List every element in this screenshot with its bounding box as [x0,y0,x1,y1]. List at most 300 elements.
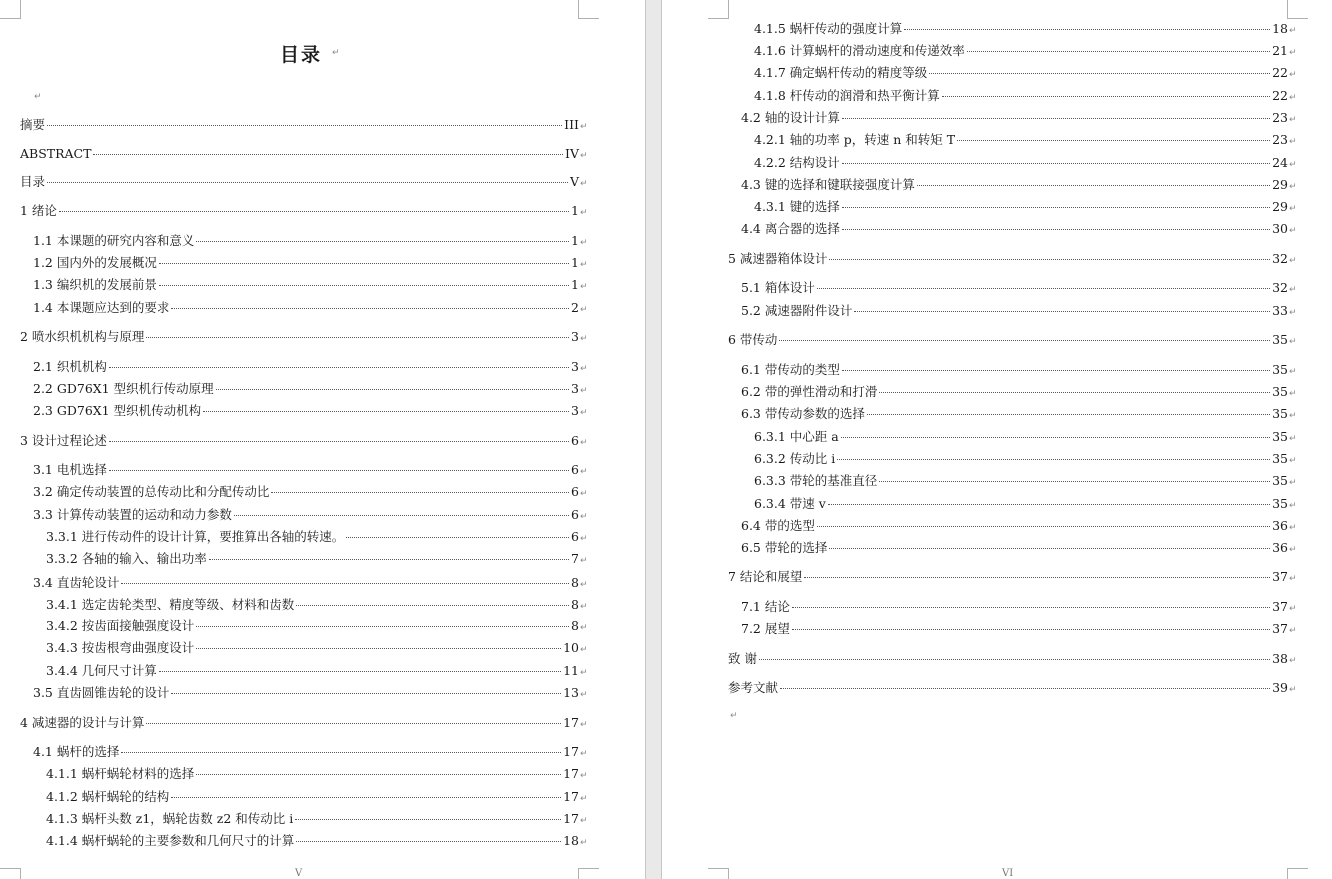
toc-entry-label: 1 绪论 [20,203,57,218]
dot-leader [196,625,569,627]
paragraph-mark: ↵ [1289,226,1297,236]
paragraph-mark: ↵ [580,467,588,477]
toc-entry-label: 6 带传动 [728,332,778,347]
paragraph-mark: ↵ [1289,26,1297,36]
toc-entry[interactable] [754,154,1299,172]
toc-entry-label: 4.1.2 蜗杆蜗轮的结构 [46,789,170,804]
paragraph-mark: ↵ [580,208,588,218]
paragraph-mark: ↵ [1289,308,1297,318]
toc-entry-label: 4.1.3 蜗杆头数 z1，蜗轮齿数 z2 和传动比 i [46,811,294,826]
toc-entry[interactable] [754,42,1299,60]
paragraph-mark: ↵ [1289,337,1297,347]
toc-entry[interactable] [754,428,1299,446]
dot-leader [904,28,1270,30]
toc-entry-page: 17 [563,811,579,826]
toc-entry-page: 10 [563,640,579,655]
paragraph-mark: ↵ [1289,574,1297,584]
toc-entry-page: 37 [1272,621,1288,636]
toc-entry-label: 3.4.1 选定齿轮类型、精度等级、材料和齿数 [46,597,295,612]
paragraph-mark: ↵ [580,645,588,655]
toc-entry-label: 6.1 带传动的类型 [741,362,840,377]
dot-leader [828,503,1270,505]
dot-leader [171,307,569,309]
dot-leader [121,582,569,584]
toc-entry-label: 6.3 带传动参数的选择 [741,406,865,421]
dot-leader [967,50,1270,52]
paragraph-mark: ↵ [580,623,588,633]
toc-entry-label: 7 结论和展望 [728,569,803,584]
toc-entry-label: 5 减速器箱体设计 [728,251,828,266]
dot-leader [209,558,569,560]
dot-leader [47,124,562,126]
dot-leader [837,458,1270,460]
toc-entry[interactable] [728,250,1299,268]
toc-entry-label: 4.1.6 计算蜗杆的滑动速度和传递效率 [754,43,965,58]
paragraph-mark: ↵ [1289,182,1297,192]
toc-entry-label: 4.1.7 确定蜗杆传动的精度等级 [754,65,928,80]
paragraph-mark: ↵ [580,151,588,161]
dot-leader [109,366,569,368]
dot-leader [196,647,561,649]
toc-entry-page: 17 [563,789,579,804]
dot-leader [957,139,1270,141]
toc-entry[interactable] [728,650,1299,668]
paragraph-mark: ↵ [1289,604,1297,614]
dot-leader [159,670,561,672]
toc-entry-page: III [564,117,579,132]
toc-entry-page: 22 [1272,88,1288,103]
paragraph-mark: ↵ [580,238,588,248]
toc-entry-page: 23 [1272,132,1288,147]
toc-entry-label: 4.2 轴的设计计算 [741,110,840,125]
toc-entry[interactable] [33,299,590,317]
toc-entry[interactable] [46,639,590,657]
paragraph-mark: ↵ [580,489,588,499]
toc-entry-page: 6 [571,433,579,448]
toc-entry-label: 4.3.1 键的选择 [754,199,840,214]
paragraph-mark: ↵ [580,816,588,826]
toc-entry-label: 4.1.4 蜗杆蜗轮的主要参数和几何尺寸的计算 [46,833,295,848]
toc-entry[interactable] [20,173,590,191]
toc-entry-page: 29 [1272,177,1288,192]
dot-leader [203,410,569,412]
dot-leader [296,840,561,842]
toc-entry-page: 11 [563,663,579,678]
paragraph-mark: ↵ [580,580,588,590]
toc-entry-label: 3.4.3 按齿根弯曲强度设计 [46,640,195,655]
toc-entry-label: 3.3.2 各轴的输入、输出功率 [46,551,207,566]
toc-entry-page: 17 [563,766,579,781]
paragraph-mark: ↵ [1289,256,1297,266]
toc-entry-page: 6 [571,529,579,544]
toc-entry-page: 2 [571,300,579,315]
toc-entry[interactable] [33,743,590,761]
paragraph-mark: ↵ [580,771,588,781]
toc-entry-label: 目录 [20,174,46,189]
paragraph-mark: ↵ [580,602,588,612]
dot-leader [842,162,1270,164]
toc-entry-label: 1.2 国内外的发展概况 [33,255,157,270]
toc-entry[interactable] [46,596,590,614]
paragraph-mark: ↵ [1289,93,1297,103]
toc-entry[interactable] [46,788,590,806]
toc-entry[interactable] [33,254,590,272]
paragraph-mark: ↵ [34,92,42,102]
dot-leader [93,153,563,155]
dot-leader [917,184,1270,186]
toc-entry-label: 4.3 键的选择和键联接强度计算 [741,177,915,192]
toc-entry-label: 摘要 [20,117,46,132]
paragraph-mark: ↵ [580,386,588,396]
dot-leader [47,181,568,183]
toc-entry[interactable] [46,765,590,783]
paragraph-mark: ↵ [580,720,588,730]
toc-entry-page: 7 [571,551,579,566]
toc-entry-page: 36 [1272,540,1288,555]
dot-leader [146,722,561,724]
toc-entry[interactable] [754,450,1299,468]
toc-entry-label: 6.3.2 传动比 i [754,451,836,466]
paragraph-mark: ↵ [1289,204,1297,214]
paragraph-mark: ↵ [580,749,588,759]
toc-entry-label: ABSTRACT [20,146,92,161]
toc-entry-label: 1.1 本课题的研究内容和意义 [33,233,195,248]
toc-entry-page: 3 [571,359,579,374]
toc-entry-label: 1.3 编织机的发展前景 [33,277,157,292]
toc-entry-page: 17 [563,744,579,759]
toc-entry-label: 7.2 展望 [741,621,790,636]
toc-entry-label: 7.1 结论 [741,599,790,614]
dot-leader [296,604,569,606]
paragraph-mark: ↵ [580,260,588,270]
paragraph-mark: ↵ [1289,70,1297,80]
toc-entry[interactable] [754,495,1299,513]
toc-entry[interactable] [33,402,590,420]
dot-leader [842,117,1270,119]
toc-entry-label: 2.2 GD76X1 型织机行传动原理 [33,381,214,396]
paragraph-mark: ↵ [580,408,588,418]
dot-leader [879,391,1270,393]
dot-leader [271,491,569,493]
toc-entry[interactable] [754,198,1299,216]
toc-entry[interactable] [33,684,590,702]
toc-entry[interactable] [33,483,590,501]
dot-leader [867,413,1270,415]
toc-entry[interactable] [728,568,1299,586]
toc-entry[interactable] [33,380,590,398]
dot-leader [842,369,1270,371]
dot-leader [804,576,1270,578]
toc-entry-label: 1.4 本课题应达到的要求 [33,300,170,315]
toc-entry-page: 35 [1272,362,1288,377]
toc-entry-page: 37 [1272,569,1288,584]
paragraph-mark: ↵ [730,711,738,721]
toc-entry-page: 6 [571,462,579,477]
toc-entry[interactable] [754,131,1299,149]
toc-entry-label: 2 喷水织机机构与原理 [20,329,145,344]
toc-entry[interactable] [20,202,590,220]
crop-mark [1287,0,1308,19]
paragraph-mark: ↵ [580,305,588,315]
paragraph-mark: ↵ [580,668,588,678]
toc-entry[interactable] [741,405,1299,423]
toc-entry-page: 8 [571,618,579,633]
toc-entry-label: 4.1.1 蜗杆蜗轮材料的选择 [46,766,195,781]
toc-entry-label: 4.2.1 轴的功率 p，转速 n 和转矩 T [754,132,956,147]
toc-entry[interactable] [33,574,590,592]
paragraph-mark: ↵ [1289,501,1297,511]
paragraph-mark: ↵ [1289,137,1297,147]
toc-entry-page: 6 [571,507,579,522]
paragraph-mark: ↵ [1289,285,1297,295]
dot-leader [109,469,569,471]
paragraph-mark: ↵ [1289,456,1297,466]
toc-entry[interactable] [46,528,590,546]
crop-mark [0,868,21,879]
toc-entry[interactable] [46,832,590,850]
toc-entry-label: 6.3.4 带速 v [754,496,826,511]
toc-entry[interactable] [728,331,1299,349]
toc-entry-page: 23 [1272,110,1288,125]
dot-leader [216,388,569,390]
toc-entry-page: 21 [1272,43,1288,58]
page-number: V [295,868,303,879]
toc-entry-page: 32 [1272,280,1288,295]
paragraph-mark: ↵ [1289,626,1297,636]
page-gap [645,0,662,879]
paragraph-mark: ↵ [580,438,588,448]
toc-entry-label: 4.1 蜗杆的选择 [33,744,120,759]
dot-leader [842,206,1270,208]
toc-entry-label: 6.3.1 中心距 a [754,429,839,444]
toc-entry-page: V [569,174,579,189]
toc-entry-label: 6.3.3 带轮的基准直径 [754,473,878,488]
paragraph-mark: ↵ [1289,115,1297,125]
toc-entry-page: 29 [1272,199,1288,214]
toc-entry-label: 5.2 减速器附件设计 [741,303,853,318]
toc-entry-page: 33 [1272,303,1288,318]
dot-leader [121,751,561,753]
toc-entry-label: 4.1.5 蜗杆传动的强度计算 [754,21,903,36]
toc-entry-label: 3.3.1 进行传动件的设计计算，要推算出各轴的转速。 [46,529,345,544]
toc-entry[interactable] [754,20,1299,38]
page-right [662,0,1332,879]
dot-leader [196,240,569,242]
toc-entry-label: 3.3 计算传动装置的运动和动力参数 [33,507,232,522]
toc-entry[interactable] [741,517,1299,535]
dot-leader [879,480,1270,482]
paragraph-mark: ↵ [1289,478,1297,488]
dot-leader [146,336,569,338]
toc-entry-label: 3.1 电机选择 [33,462,107,477]
dot-leader [171,796,561,798]
toc-entry[interactable] [741,220,1299,238]
toc-entry-label: 3.4.2 按齿面接触强度设计 [46,618,195,633]
paragraph-mark: ↵ [1289,434,1297,444]
dot-leader [817,525,1270,527]
paragraph-mark: ↵ [580,179,588,189]
toc-entry-label: 3.5 直齿圆锥齿轮的设计 [33,685,170,700]
toc-entry-page: 35 [1272,429,1288,444]
paragraph-mark: ↵ [580,334,588,344]
toc-entry-label: 3.2 确定传动装置的总传动比和分配传动比 [33,484,270,499]
paragraph-mark: ↵ [580,282,588,292]
toc-entry[interactable] [754,64,1299,82]
toc-entry[interactable] [46,617,590,635]
toc-entry[interactable] [741,539,1299,557]
toc-entry[interactable] [754,472,1299,490]
paragraph-mark: ↵ [580,556,588,566]
toc-entry-page: 36 [1272,518,1288,533]
dot-leader [792,628,1270,630]
dot-leader [942,95,1270,97]
toc-entry-label: 4.2.2 结构设计 [754,155,840,170]
toc-entry[interactable] [33,232,590,250]
toc-entry-page: 3 [571,403,579,418]
toc-entry-page: 1 [571,255,579,270]
toc-entry[interactable] [33,276,590,294]
toc-title: 目录 [280,44,323,66]
dot-leader [854,310,1270,312]
toc-entry-page: 30 [1272,221,1288,236]
toc-entry-page: 35 [1272,473,1288,488]
crop-mark [1287,868,1308,879]
toc-entry-label: 4 减速器的设计与计算 [20,715,145,730]
toc-entry-label: 6.5 带轮的选择 [741,540,828,555]
toc-entry[interactable] [46,662,590,680]
toc-entry-page: 35 [1272,406,1288,421]
dot-leader [780,687,1270,689]
toc-entry-page: 1 [571,277,579,292]
paragraph-mark: ↵ [580,794,588,804]
toc-entry-label: 3.4.4 几何尺寸计算 [46,663,157,678]
crop-mark [708,868,729,879]
toc-entry[interactable] [46,550,590,568]
toc-entry-page: 35 [1272,451,1288,466]
dot-leader [929,72,1270,74]
dot-leader [295,818,561,820]
toc-entry-page: 35 [1272,496,1288,511]
page-left [0,0,645,879]
toc-entry-label: 5.1 箱体设计 [741,280,815,295]
dot-leader [842,228,1270,230]
crop-mark [578,0,599,19]
toc-entry-page: 3 [571,381,579,396]
dot-leader [159,262,569,264]
toc-entry-page: 17 [563,715,579,730]
toc-entry[interactable] [20,432,590,450]
toc-entry-label: 3.4 直齿轮设计 [33,575,120,590]
toc-entry[interactable] [728,679,1299,697]
dot-leader [346,536,569,538]
toc-entry[interactable] [20,145,590,163]
toc-entry[interactable] [33,461,590,479]
paragraph-mark: ↵ [1289,389,1297,399]
toc-entry-page: 18 [563,833,579,848]
dot-leader [817,287,1270,289]
toc-entry[interactable] [741,109,1299,127]
toc-entry-page: 18 [1272,21,1288,36]
toc-entry[interactable] [741,598,1299,616]
toc-entry-page: 38 [1272,651,1288,666]
page-number: VI [1002,868,1014,879]
toc-entry[interactable] [46,810,590,828]
paragraph-mark: ↵ [580,364,588,374]
toc-entry-page: 8 [571,575,579,590]
toc-entry[interactable] [741,361,1299,379]
paragraph-mark: ↵ [1289,160,1297,170]
paragraph-mark: ↵ [332,48,340,58]
toc-entry-page: 37 [1272,599,1288,614]
toc-entry-label: 参考文献 [728,680,779,695]
toc-entry-label: 6.2 带的弹性滑动和打滑 [741,384,878,399]
toc-entry[interactable] [20,328,590,346]
toc-entry[interactable] [33,506,590,524]
toc-entry-page: 1 [571,203,579,218]
paragraph-mark: ↵ [1289,411,1297,421]
toc-entry-page: 6 [571,484,579,499]
crop-mark [0,0,21,19]
toc-entry[interactable] [20,116,590,134]
paragraph-mark: ↵ [1289,545,1297,555]
paragraph-mark: ↵ [580,512,588,522]
dot-leader [792,606,1270,608]
toc-entry-label: 2.1 织机机构 [33,359,107,374]
paragraph-mark: ↵ [1289,367,1297,377]
dot-leader [159,284,569,286]
dot-leader [759,658,1270,660]
dot-leader [196,773,561,775]
toc-entry[interactable] [741,279,1299,297]
dot-leader [841,436,1270,438]
dot-leader [109,440,569,442]
toc-entry-label: 4.4 离合器的选择 [741,221,840,236]
paragraph-mark: ↵ [580,690,588,700]
dot-leader [171,692,561,694]
toc-entry-page: 35 [1272,384,1288,399]
toc-entry[interactable] [741,383,1299,401]
toc-entry-page: 8 [571,597,579,612]
paragraph-mark: ↵ [1289,656,1297,666]
dot-leader [59,210,569,212]
dot-leader [234,514,569,516]
crop-mark [708,0,729,19]
toc-entry-page: 35 [1272,332,1288,347]
toc-entry-page: IV [565,146,579,161]
paragraph-mark: ↵ [580,122,588,132]
paragraph-mark: ↵ [580,838,588,848]
crop-mark [578,868,599,879]
toc-entry-page: 39 [1272,680,1288,695]
toc-entry-label: 3 设计过程论述 [20,433,107,448]
toc-entry-page: 13 [563,685,579,700]
toc-entry[interactable] [33,358,590,376]
toc-entry[interactable] [741,620,1299,638]
dot-leader [829,547,1270,549]
toc-entry[interactable] [741,176,1299,194]
toc-entry[interactable] [741,302,1299,320]
toc-entry[interactable] [754,87,1299,105]
paragraph-mark: ↵ [1289,523,1297,533]
toc-entry[interactable] [20,714,590,732]
paragraph-mark: ↵ [1289,685,1297,695]
toc-entry-page: 22 [1272,65,1288,80]
toc-entry-label: 2.3 GD76X1 型织机传动机构 [33,403,202,418]
paragraph-mark: ↵ [1289,48,1297,58]
toc-entry-page: 24 [1272,155,1288,170]
toc-entry-label: 致 谢 [728,651,757,666]
toc-entry-label: 6.4 带的选型 [741,518,815,533]
